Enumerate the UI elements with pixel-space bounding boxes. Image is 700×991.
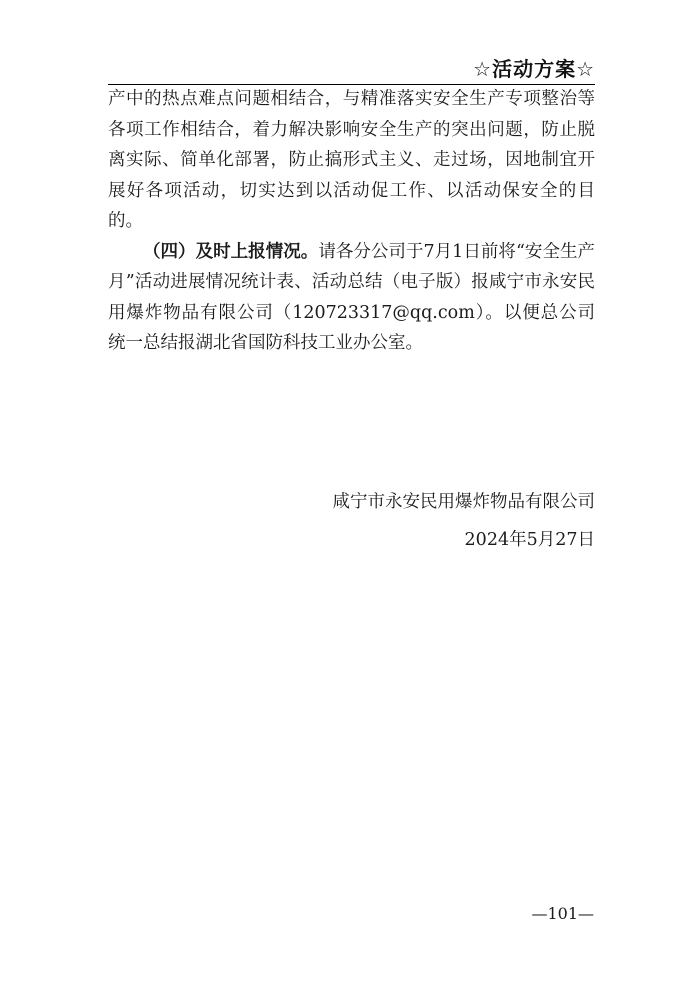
page-header (108, 56, 595, 85)
document-body (108, 84, 595, 359)
page-number: —101— (531, 904, 594, 923)
page-header-title: ☆活动方案☆ (473, 57, 595, 81)
body-paragraph-2-text: 请各分公司于7月1日前将“安全生产月”活动进展情况统计表、活动总结（电子版）报咸宁市永安民用爆炸物品有限公司（120723317@qq.com）。以便总公司统一总结报湖北省国防科技工业办公室。 (108, 241, 596, 353)
body-paragraph-1: 产中的热点难点问题相结合，与精准落实安全生产专项整治等各项工作相结合，着力解决影响安全生产的突出问题，防止脱离实际、简单化部署，防止搞形式主义、走过场，因地制宜开展好各项活动，切实达到以活动促工作、以活动保安全的目的。 (108, 89, 595, 231)
body-paragraph-2 (108, 237, 595, 359)
signature-date: 2024年5月27日 (464, 530, 595, 550)
signature-company: 咸宁市永安民用爆炸物品有限公司 (332, 492, 595, 512)
section-heading-report: （四）及时上报情况。 (143, 241, 319, 262)
